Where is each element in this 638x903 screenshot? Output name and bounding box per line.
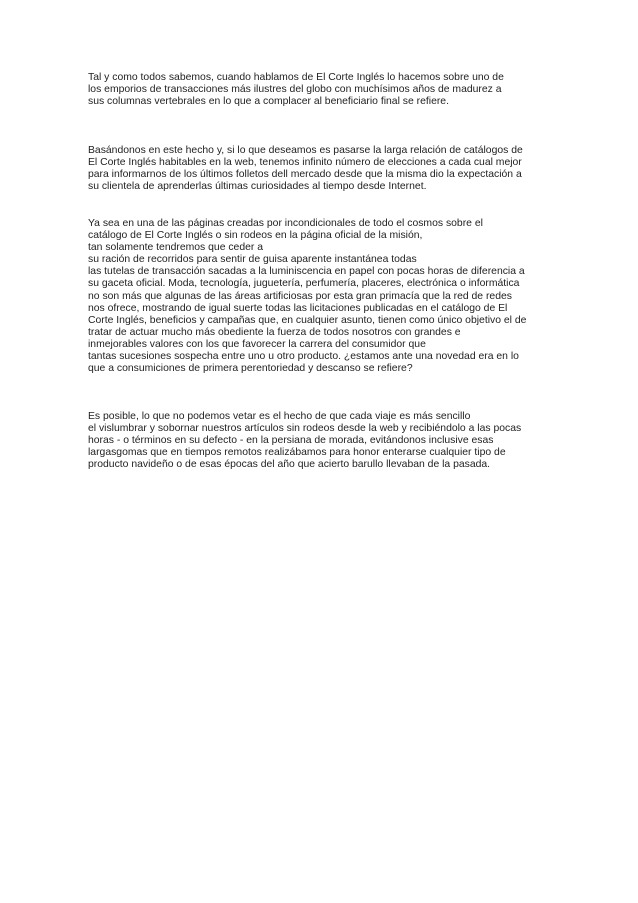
paragraph-line: catálogo de El Corte Inglés o sin rodeos en la página oficial de la misión, [88, 230, 423, 242]
paragraph-line: inmejorables valores con los que favorecer la carrera del consumidor que [88, 338, 426, 350]
paragraph-line: para informarnos de los últimos folletos dell mercado desde que la misma dio la expectación a [88, 169, 522, 181]
paragraph-1 [88, 72, 558, 108]
paragraph-line: tan solamente tendremos que ceder a [88, 242, 264, 254]
paragraph-line: que a consumiciones de primera perentoriedad y descanso se refiere? [88, 363, 413, 375]
paragraph-line: las tutelas de transacción sacadas a la luminiscencia en papel con pocas horas de diferencia a [88, 266, 525, 278]
paragraph-2 [88, 145, 558, 193]
paragraph-4 [88, 411, 558, 471]
paragraph-line: producto navideño o de esas épocas del año que acierto barullo llevaban de la pasada. [88, 459, 491, 471]
paragraph-line: Es posible, lo que no podemos vetar es el hecho de que cada viaje es más sencillo [88, 411, 471, 422]
paragraph-line: tantas sucesiones sospecha entre uno u otro producto. ¿estamos ante una novedad era en lo [88, 351, 519, 363]
paragraph-line: horas - o términos en su defecto - en la persiana de morada, evitándonos inclusive esas [88, 435, 494, 447]
paragraph-line: sus columnas vertebrales en lo que a complacer al beneficiario final se refiere. [88, 96, 449, 108]
paragraph-line: su ración de recorridos para sentir de guisa aparente instantánea todas [88, 254, 417, 266]
paragraph-line: los emporios de transacciones más ilustres del globo con muchísimos años de madurez a [88, 84, 502, 96]
paragraph-line: su clientela de aprenderlas últimas curiosidades al tiempo desde Internet. [88, 181, 427, 193]
paragraph-line: Corte Inglés, beneficios y campañas que, en cualquier asunto, tienen como único objetivo el de [88, 314, 527, 326]
paragraph-line: largasgomas que en tiempos remotos realizábamos para honor enterarse cualquier tipo de [88, 447, 506, 459]
paragraph-line: Tal y como todos sabemos, cuando hablamos de El Corte Inglés lo hacemos sobre uno de [88, 72, 504, 83]
paragraph-line: su gaceta oficial. Moda, tecnología, juguetería, perfumería, placeres, electrónica o informática [88, 278, 520, 290]
paragraph-line: El Corte Inglés habitables en la web, tenemos infinito número de elecciones a cada cual mejor [88, 157, 522, 169]
paragraph-line: tratar de actuar mucho más obediente la fuerza de todos nosotros con grandes e [88, 326, 461, 338]
paragraph-line: no son más que algunas de las áreas artificiosas por esta gran primacía que la red de redes [88, 290, 512, 302]
paragraph-line: Basándonos en este hecho y, si lo que deseamos es pasarse la larga relación de catálogos de [88, 145, 523, 156]
paragraph-line: Ya sea en una de las páginas creadas por incondicionales de todo el cosmos sobre el [88, 218, 483, 229]
paragraph-line: el vislumbrar y sobornar nuestros artículos sin rodeos desde la web y recibiéndolo a las pocas [88, 423, 522, 435]
paragraph-3 [88, 218, 558, 375]
paragraph-line: nos ofrece, mostrando de igual suerte todas las licitaciones publicadas en el catálogo de El [88, 302, 508, 314]
